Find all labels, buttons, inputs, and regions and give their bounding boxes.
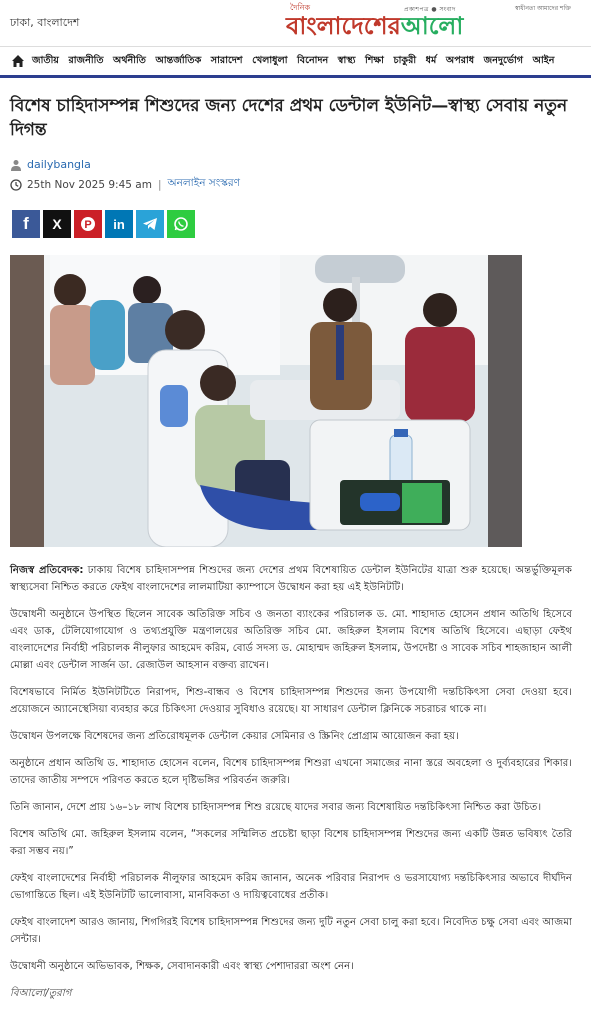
article-photo	[10, 255, 522, 547]
publish-date: 25th Nov 2025 9:45 am	[27, 178, 152, 191]
nav-item-health[interactable]: স্বাস্থ্য	[337, 54, 356, 66]
logo-title-a: বাংলাদেশের	[286, 12, 401, 40]
author-line	[10, 158, 91, 171]
nav-item-jobs[interactable]: চাকুরী	[393, 54, 417, 66]
site-logo[interactable]	[286, 2, 571, 42]
nav-item-law[interactable]: আইন	[532, 54, 555, 66]
telegram-icon[interactable]	[136, 210, 164, 238]
x-icon[interactable]: X	[43, 210, 71, 238]
logo-subtitle: প্রকাশপত্র ● সংবাদ	[404, 6, 456, 13]
article-paragraph: উদ্বোধনী অনুষ্ঠানে অভিভাবক, শিক্ষক, সেবাদানকারী এবং স্বাস্থ্য পেশাদাররা অংশ নেন।	[10, 961, 354, 972]
clock-icon	[10, 179, 22, 191]
nav-item-international[interactable]: আন্তর্জাতিক	[155, 54, 202, 66]
edition-link[interactable]: অনলাইন সংস্করণ	[167, 177, 240, 189]
facebook-icon[interactable]: f	[12, 210, 40, 238]
article-body	[10, 562, 572, 1012]
share-bar	[12, 210, 195, 238]
nav-item-national[interactable]: জাতীয়	[32, 54, 59, 66]
article-paragraph	[10, 562, 572, 596]
logo-title	[286, 11, 463, 41]
meta-separator: |	[157, 178, 162, 191]
article-headline: বিশেষ চাহিদাসম্পন্ন শিশুদের জন্য দেশের প্রথম ডেন্টাল ইউনিট—স্বাস্থ্য সেবায় নতুন দিগন্ত	[10, 96, 568, 140]
user-icon	[10, 159, 22, 171]
whatsapp-icon[interactable]	[167, 210, 195, 238]
nav-item-public-suffering[interactable]: জনদুর্ভোগ	[483, 54, 524, 66]
nav-item-crime[interactable]: অপরাধ	[445, 54, 475, 66]
article-paragraph: অনুষ্ঠানে প্রধান অতিথি ড. শাহাদাত হোসেন বলেন, বিশেষ চাহিদাসম্পন্ন শিশুরা এখনো সমাজের নানা স্তরে অবহেলা ও দুর্ব্যবহারের শিকার। তাদের জাতীয় সম্পদে পরিণত করতে হলে দৃষ্টিভঙ্গির পরিবর্তন জরুরি।	[10, 758, 572, 786]
location-text: ঢাকা, বাংলাদেশ	[10, 16, 80, 29]
svg-text:P: P	[84, 219, 92, 231]
article-paragraph: বিশেষভাবে নির্মিত ইউনিটটিতে নিরাপদ, শিশু-বান্ধব ও বিশেষ চাহিদাসম্পন্ন শিশুদের জন্য উপযোগী দন্তচিকিৎসা সেবা দেওয়া হবে। প্রয়োজনে অ্যানেস্থেসিয়া ব্যবহার করে চিকিৎসা দেওয়ার সুবিধাও রয়েছে। যা সাধারণ ডেন্টাল ক্লিনিকে সচরাচর থাকে না।	[10, 687, 572, 715]
top-bar	[0, 0, 591, 44]
main-nav	[0, 46, 591, 78]
article-paragraph: উদ্বোধনী অনুষ্ঠানে উপস্থিত ছিলেন সাবেক অতিরিক্ত সচিব ও জনতা ব্যাংকের পরিচালক ড. মো. শাহাদাত হোসেন প্রধান অতিথি হিসেবে এবং ডাক, টেলিযোগাযোগ ও তথ্যপ্রযুক্তি মন্ত্রণালয়ের অতিরিক্ত সচিব মো. জহিরুল ইসলাম বিশেষ অতিথি হিসেবে। এছাড়া ফেইথ বাংলাদেশের নির্বাহী পরিচালক নীলুফার আহমেদ করিম, বোর্ড সদস্য ড. মোহাম্মদ জহিরুল ইসলাম, উপদেষ্টা ও সাবেক সচিব শাহজাহান আলী মোল্লা এবং ডেন্টাল সার্জন ডা. রেজাউল আহসান বক্তব্য রাখেন।	[10, 609, 572, 671]
nav-item-sports[interactable]: খেলাধুলা	[252, 54, 288, 66]
logo-prefix: দৈনিক	[290, 3, 311, 12]
linkedin-icon[interactable]: in	[105, 210, 133, 238]
article-signoff: বিআলো/তুরাগ	[10, 988, 72, 999]
nav-item-country[interactable]: সারাদেশ	[210, 54, 243, 66]
article-paragraph: তিনি জানান, দেশে প্রায় ১৬–১৮ লাখ বিশেষ চাহিদাসম্পন্ন শিশু রয়েছে যাদের সবার জন্য বিশেষায়িত দন্তচিকিৎসা নিশ্চিত করা উচিত।	[10, 802, 542, 813]
nav-item-entertainment[interactable]: বিনোদন	[297, 54, 329, 66]
reporter-label: নিজস্ব প্রতিবেদক:	[10, 565, 84, 576]
home-icon[interactable]	[8, 51, 28, 71]
article-paragraph: বিশেষ অতিথি মো. জহিরুল ইসলাম বলেন, “সকলের সম্মিলিত প্রচেষ্টা ছাড়া বিশেষ চাহিদাসম্পন্ন শিশুদের জন্য একটি উন্নত ভবিষ্যৎ তৈরি করা সম্ভব নয়।”	[10, 829, 572, 857]
pinterest-icon[interactable]	[74, 210, 102, 238]
nav-item-education[interactable]: শিক্ষা	[364, 54, 384, 66]
date-line	[10, 176, 240, 193]
nav-item-economy[interactable]: অর্থনীতি	[113, 54, 146, 66]
logo-title-b: আলো	[400, 12, 464, 40]
logo-tagline: স্বাধীনতা আমাদের শক্তি	[514, 5, 571, 12]
nav-item-politics[interactable]: রাজনীতি	[68, 54, 104, 66]
paragraph-text: ঢাকায় বিশেষ চাহিদাসম্পন্ন শিশুদের জন্য দেশের প্রথম বিশেষায়িত ডেন্টাল ইউনিটের যাত্রা শুরু হয়েছে। অন্তর্ভুক্তিমূলক স্বাস্থ্যসেবা নিশ্চিত করতে ফেইথ বাংলাদেশের লালমাটিয়া ক্যাম্পাসে উদ্বোধন করা হয় এই ইউনিটটি।	[10, 565, 572, 593]
nav-item-religion[interactable]: ধর্ম	[425, 54, 437, 66]
article-paragraph: ফেইথ বাংলাদেশের নির্বাহী পরিচালক নীলুফার আহমেদ করিম জানান, অনেক পরিবার নিরাপদ ও ভরসাযোগ্য দন্তচিকিৎসার অভাবে দীর্ঘদিন ভোগান্তিতে ছিল। এই ইউনিটটি ভালোবাসা, মানবিকতা ও দায়িত্ববোধের প্রতীক।	[10, 873, 572, 901]
article-paragraph: উদ্বোধন উপলক্ষে বিশেষদের জন্য প্রতিরোধমূলক ডেন্টাল কেয়ার সেমিনার ও স্ক্রিনিং প্রোগ্রাম আয়োজন করা হয়।	[10, 731, 459, 742]
article-paragraph: ফেইথ বাংলাদেশ আরও জানায়, শিগগিরই বিশেষ চাহিদাসম্পন্ন শিশুদের জন্য দুটি নতুন সেবা চালু করা হবে। নিবেদিত চক্ষু সেবা এবং আজমা সেন্টার।	[10, 917, 572, 945]
author-link[interactable]: dailybangla	[27, 158, 91, 171]
